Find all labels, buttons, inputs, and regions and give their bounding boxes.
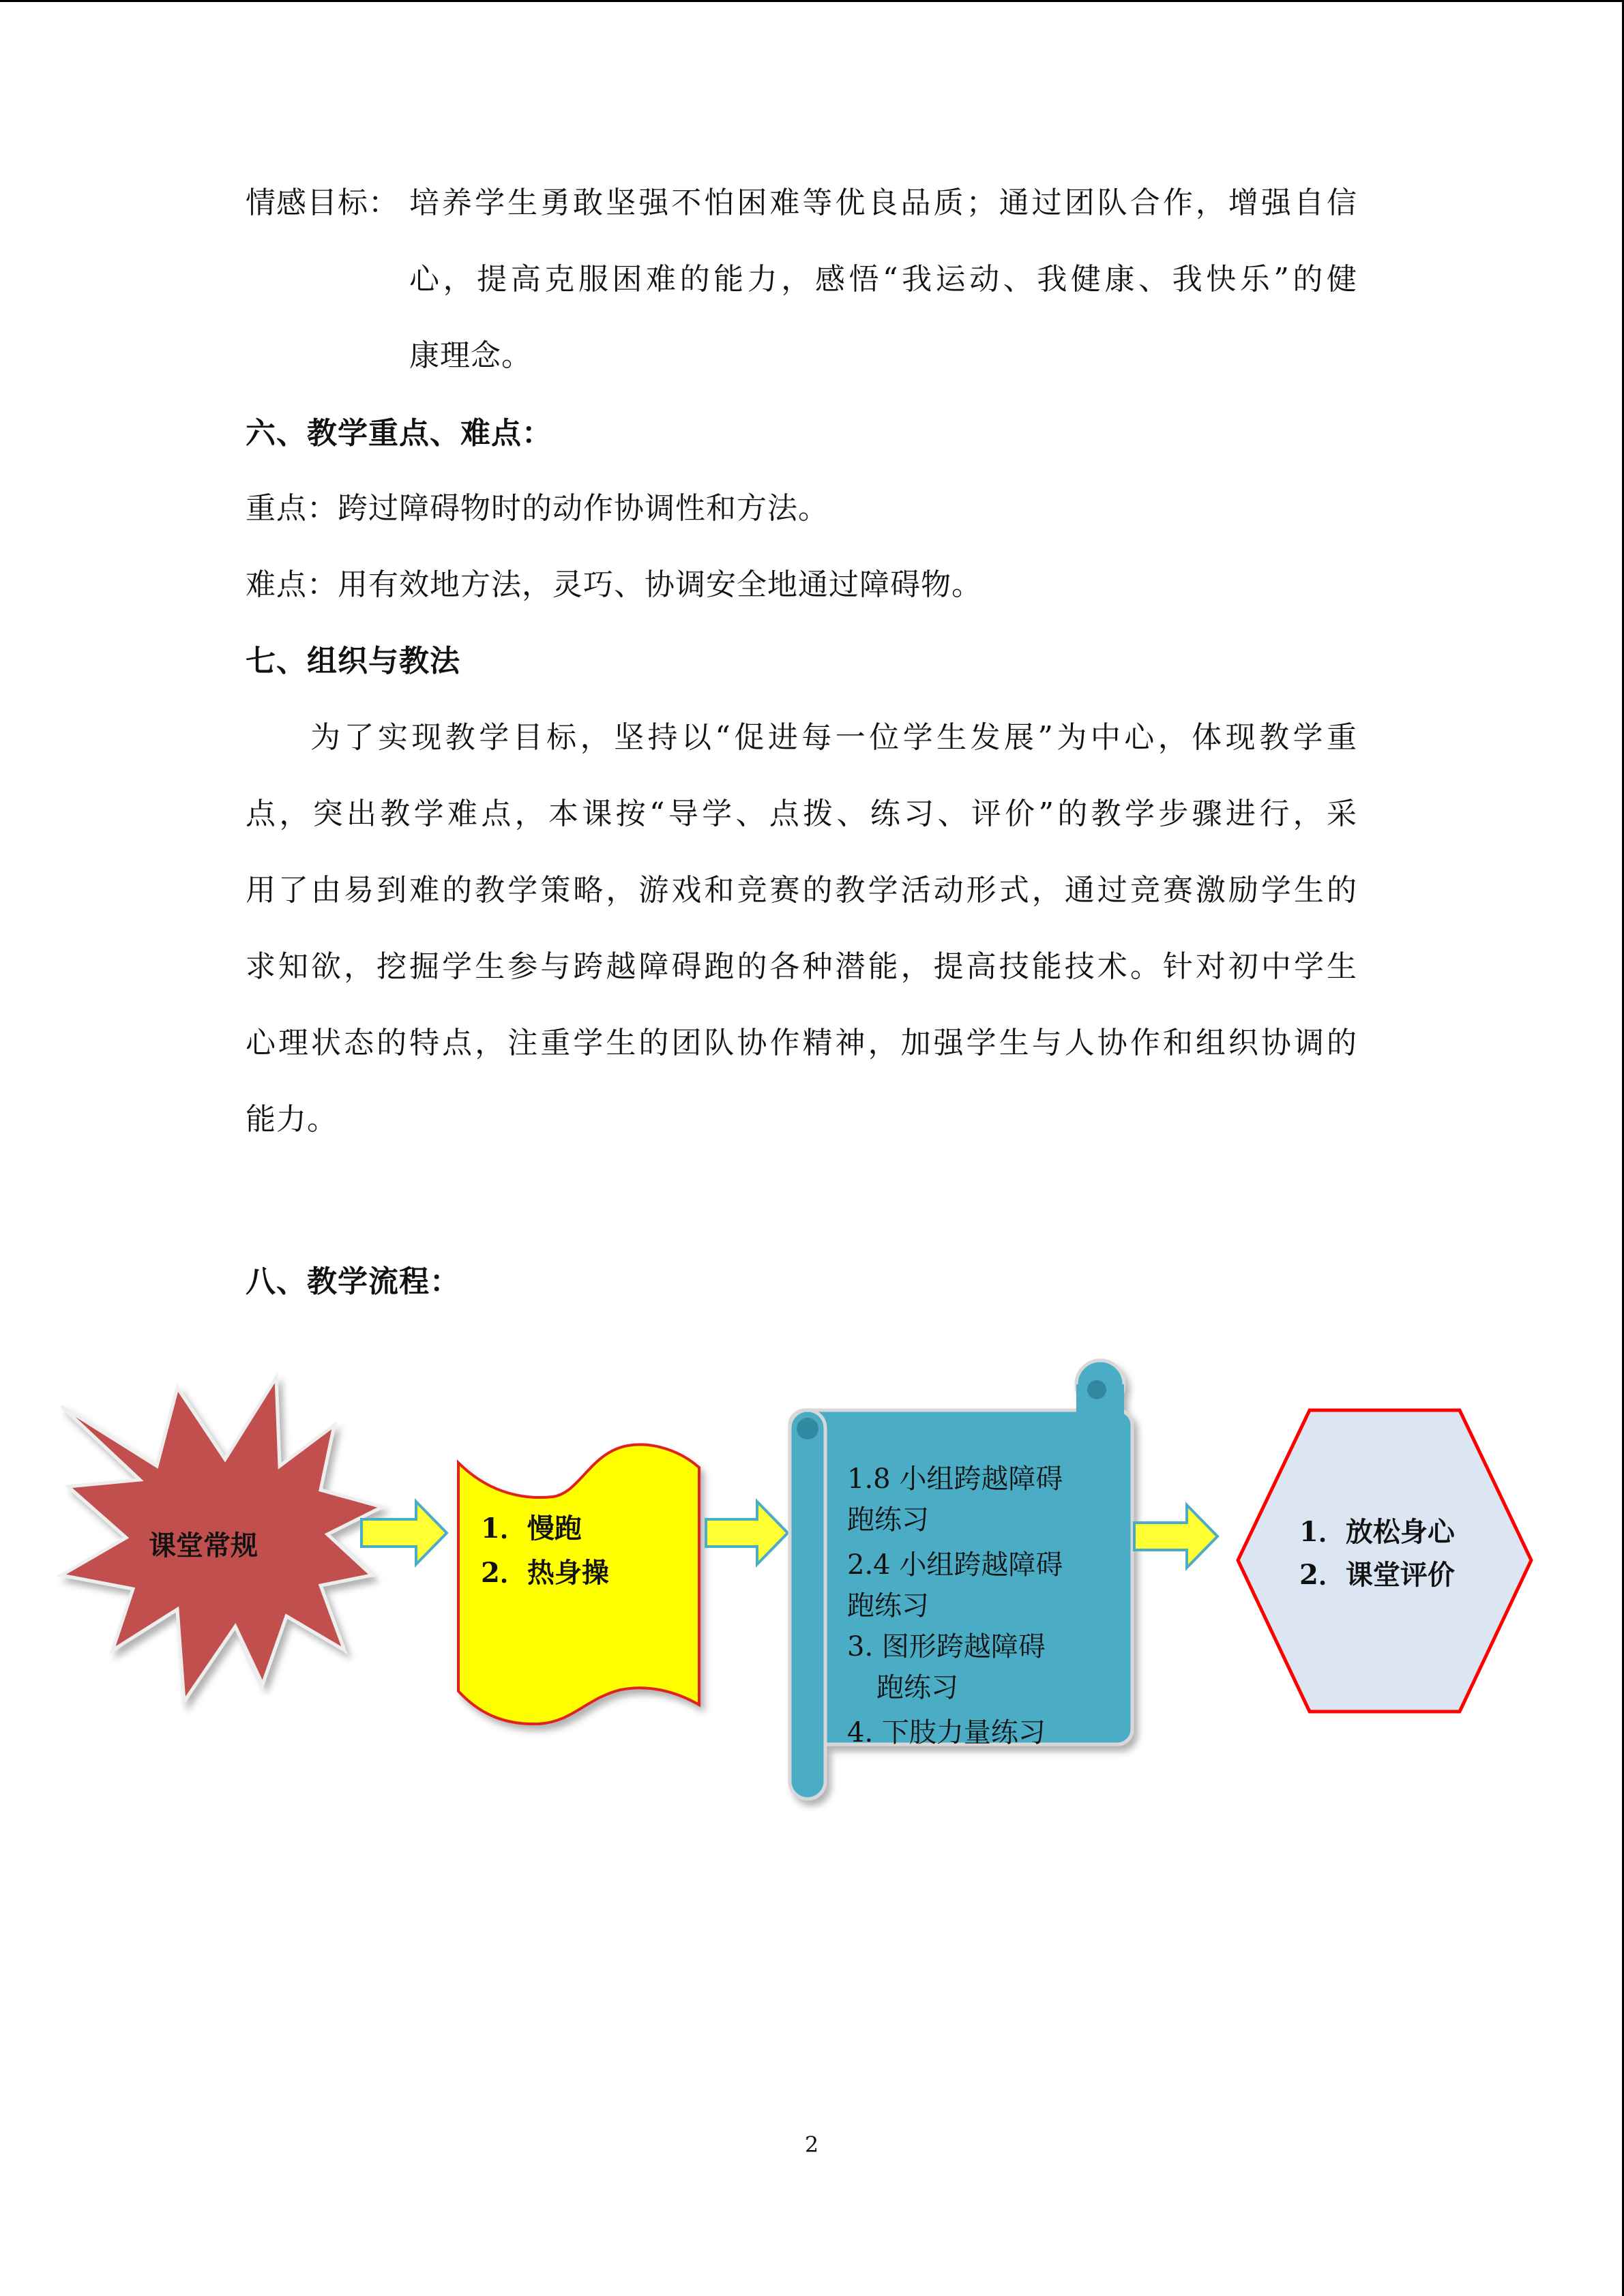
emotion-goal-line-1: 培养学生勇敢坚强不怕困难等优良品质；通过团队合作，增强自信 xyxy=(409,185,1357,220)
relax-item-1: 1．放松身心 xyxy=(1299,1516,1455,1548)
section-7-line-4: 求知欲，挖掘学生参与跨越障碍跑的各种潜能，提高技能技术。针对初中学生 xyxy=(246,949,1357,984)
section-7-heading: 七、组织与教法 xyxy=(246,644,460,679)
emotion-goal-label: 情感目标： xyxy=(246,185,399,220)
page-number: 2 xyxy=(804,2132,819,2158)
flow-arrow-2 xyxy=(706,1502,788,1564)
section-7-line-6: 能力。 xyxy=(246,1102,338,1137)
teaching-flow-diagram xyxy=(0,1350,1624,1841)
practice-item-2a: 2.4 小组跨越障碍 xyxy=(847,1549,1063,1581)
section-7-line-1: 为了实现教学目标，坚持以“促进每一位学生发展”为中心，体现教学重 xyxy=(310,720,1357,755)
warmup-item-2: 2．热身操 xyxy=(481,1557,609,1589)
practice-item-3b: 跑练习 xyxy=(876,1672,958,1703)
section-7-line-5: 心理状态的特点，注重学生的团队协作精神，加强学生与人协作和组织协调的 xyxy=(246,1026,1357,1060)
warmup-item-1: 1．慢跑 xyxy=(481,1512,582,1545)
practice-item-4: 4. 下肢力量练习 xyxy=(847,1717,1046,1748)
section-8-heading: 八、教学流程： xyxy=(246,1264,460,1299)
emotion-goal-line-2: 心，提高克服困难的能力，感悟“我运动、我健康、我快乐”的健 xyxy=(409,262,1357,297)
emotion-goal-line-3: 康理念。 xyxy=(409,338,532,373)
page-top-border xyxy=(0,0,1624,2)
key-point: 重点：跨过障碍物时的动作协调性和方法。 xyxy=(246,491,829,526)
practice-item-1b: 跑练习 xyxy=(847,1504,929,1536)
practice-item-1a: 1.8 小组跨越障碍 xyxy=(847,1463,1063,1495)
section-7-line-3: 用了由易到难的教学策略，游戏和竞赛的教学活动形式，通过竞赛激励学生的 xyxy=(246,873,1357,908)
relax-item-2: 2．课堂评价 xyxy=(1299,1559,1455,1591)
practice-item-2b: 跑练习 xyxy=(847,1590,929,1622)
section-7-line-2: 点，突出教学难点，本课按“导学、点拨、练习、评价”的教学步骤进行，采 xyxy=(246,796,1357,831)
section-6-heading: 六、教学重点、难点： xyxy=(246,416,552,451)
practice-item-3a: 3. 图形跨越障碍 xyxy=(847,1631,1046,1663)
difficulty: 难点：用有效地方法，灵巧、协调安全地通过障碍物。 xyxy=(246,567,982,602)
flow-arrow-3 xyxy=(1134,1505,1217,1568)
class-routine-label: 课堂常规 xyxy=(149,1530,258,1562)
